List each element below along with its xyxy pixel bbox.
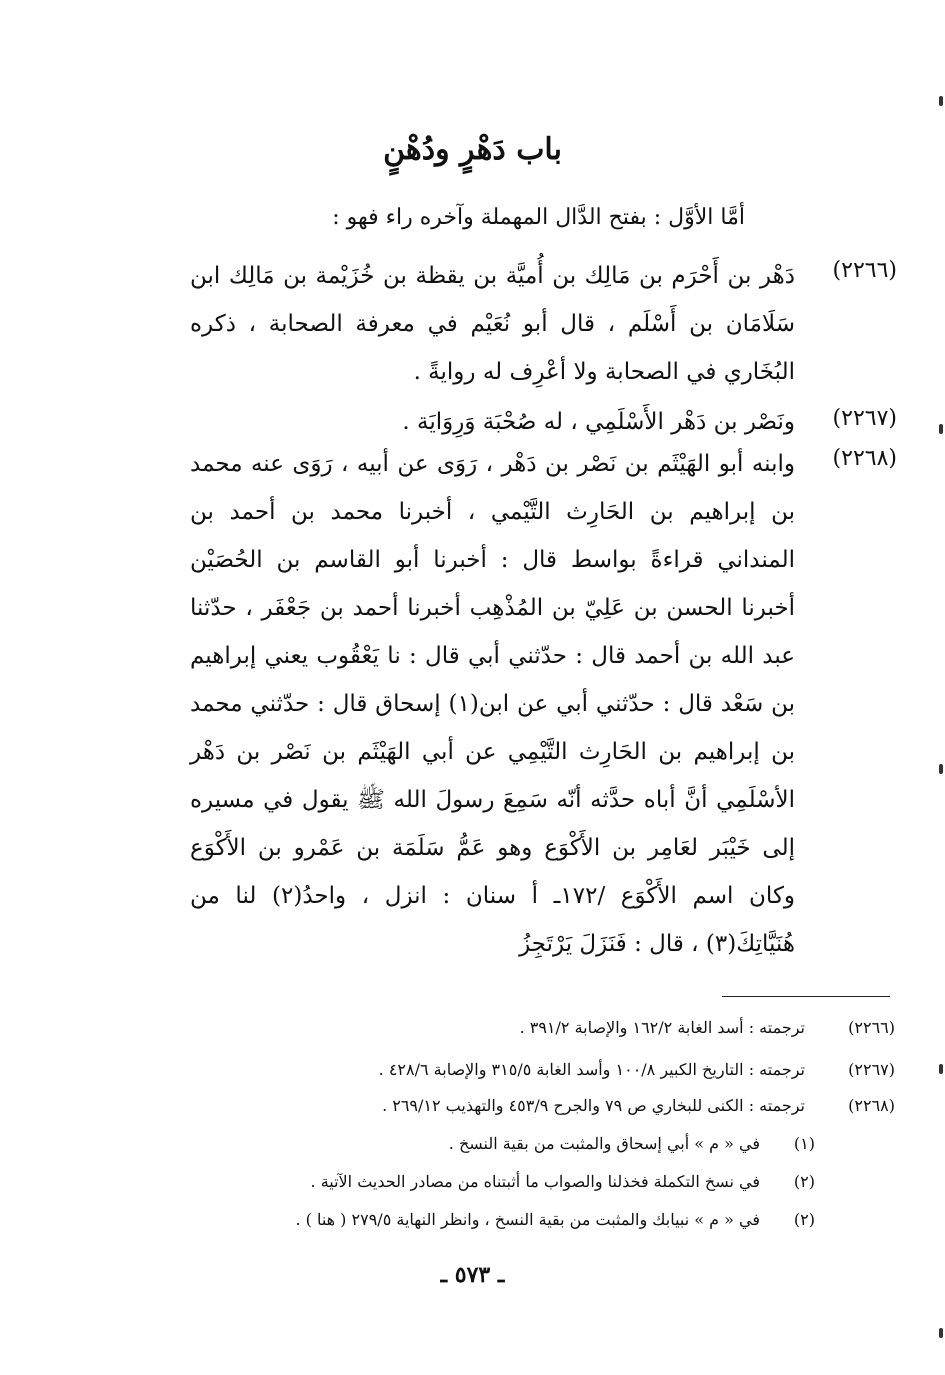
chapter-title: باب دَهْرٍ ودُهْنٍ (383, 132, 562, 167)
scan-mark (939, 1064, 943, 1074)
footnote-text: في « م » نبيابك والمثبت من بقية النسخ ، وانظر النهاية ٢٧٩/٥ ( هنا ) . (295, 1210, 760, 1229)
footnote-text: ترجمته : الكنى للبخاري ص ٧٩ والجرح ٤٥٣/٩ والتهذيب ٢٦٩/١٢ . (382, 1096, 805, 1115)
footnote-text: في « م » أبي إسحاق والمثبت من بقية النسخ . (448, 1134, 760, 1153)
scan-mark (939, 1328, 943, 1338)
entry-text: ونَصْر بن دَهْر الأَسْلَمِي ، له صُحْبَة وَرِوَايَة . (402, 409, 795, 435)
footnote-text: ترجمته : التاريخ الكبير ١٠٠/٨ وأسد الغابة ٣١٥/٥ والإصابة ٤٢٨/٦ . (378, 1060, 805, 1079)
scan-mark (939, 96, 943, 106)
entry-number: (٢٢٦٧) (832, 406, 897, 431)
footnote-label: (٢) (793, 1210, 815, 1229)
entry-text: دَهْر بن أَحْرَم بن مَالِك بن أُميَّة بن يقظة بن خُزَيْمة بن مَالِك ابن سَلَامَان بن أَسْلَم ، قال أبو نُعَيْم في معرفة الصحابة ، ذكره البُخَاري في الصحابة ولا أعْرِف له روايةً . (190, 263, 795, 385)
footnote-label: (١) (793, 1134, 815, 1153)
footnote-divider (722, 996, 890, 997)
footnote-label: (٢٢٦٨) (848, 1096, 895, 1115)
scan-mark (939, 424, 943, 434)
page-number: ـ ٥٧٣ ـ (440, 1262, 505, 1288)
intro-line: أمَّا الأوَّل : بفتح الدَّال المهملة وآخره راء فهو : (332, 205, 745, 230)
entry-number: (٢٢٦٦) (832, 258, 897, 283)
footnote-label: (٢٢٦٧) (848, 1060, 895, 1079)
footnote-label: (٢) (793, 1172, 815, 1191)
scan-mark (939, 764, 943, 774)
entry-number: (٢٢٦٨) (832, 446, 897, 471)
entry-text: وابنه أبو الهَيْثَم بن نَصْر بن دَهْر ، رَوَى عن أبيه ، رَوَى عنه محمد بن إبراهيم بن الحَارِث التَّيْمي ، أخبرنا محمد بن أحمد بن المنداني قراءةً بواسط قال : أخبرنا أبو القاسم بن الحُصَيْن أخبرنا الحسن بن عَلِيّ بن المُذْهِب أخبرنا أحمد بن جَعْفَر ، حدّثنا عبد الله بن أحمد قال : حدّثني أبي قال : نا يَعْقُوب يعني إبراهيم بن سَعْد قال : حدّثني أبي عن ابن(١) إسحاق قال : حدّثني محمد بن إبراهيم بن الحَارِث التَّيْمِي عن أبي الهَيْثَم بن نَصْر بن دَهْر الأسْلَمِي أنَّ أباه حدَّثه أنّه سَمِعَ رسولَ الله ﷺ يقول في مسيره إلى خَيْبَر لعَامِر بن الأَكْوَع وهو عَمُّ سَلَمَة بن عَمْرو بن الأَكْوَع وكان اسم الأَكْوَع /١٧٢ـ أ سنان : انزل ، واحدُ(٢) لنا من هُنَيَّاتِكَ(٣) ، قال : فَنَزَلَ يَرْتَجِزُ (190, 451, 796, 957)
footnote-text: في نسخ التكملة فخذلنا والصواب ما أثبتناه من مصادر الحديث الآتية . (310, 1172, 760, 1191)
footnote-text: ترجمته : أسد الغابة ١٦٢/٢ والإصابة ٣٩١/٢ . (519, 1018, 805, 1037)
footnote-label: (٢٢٦٦) (848, 1018, 895, 1037)
